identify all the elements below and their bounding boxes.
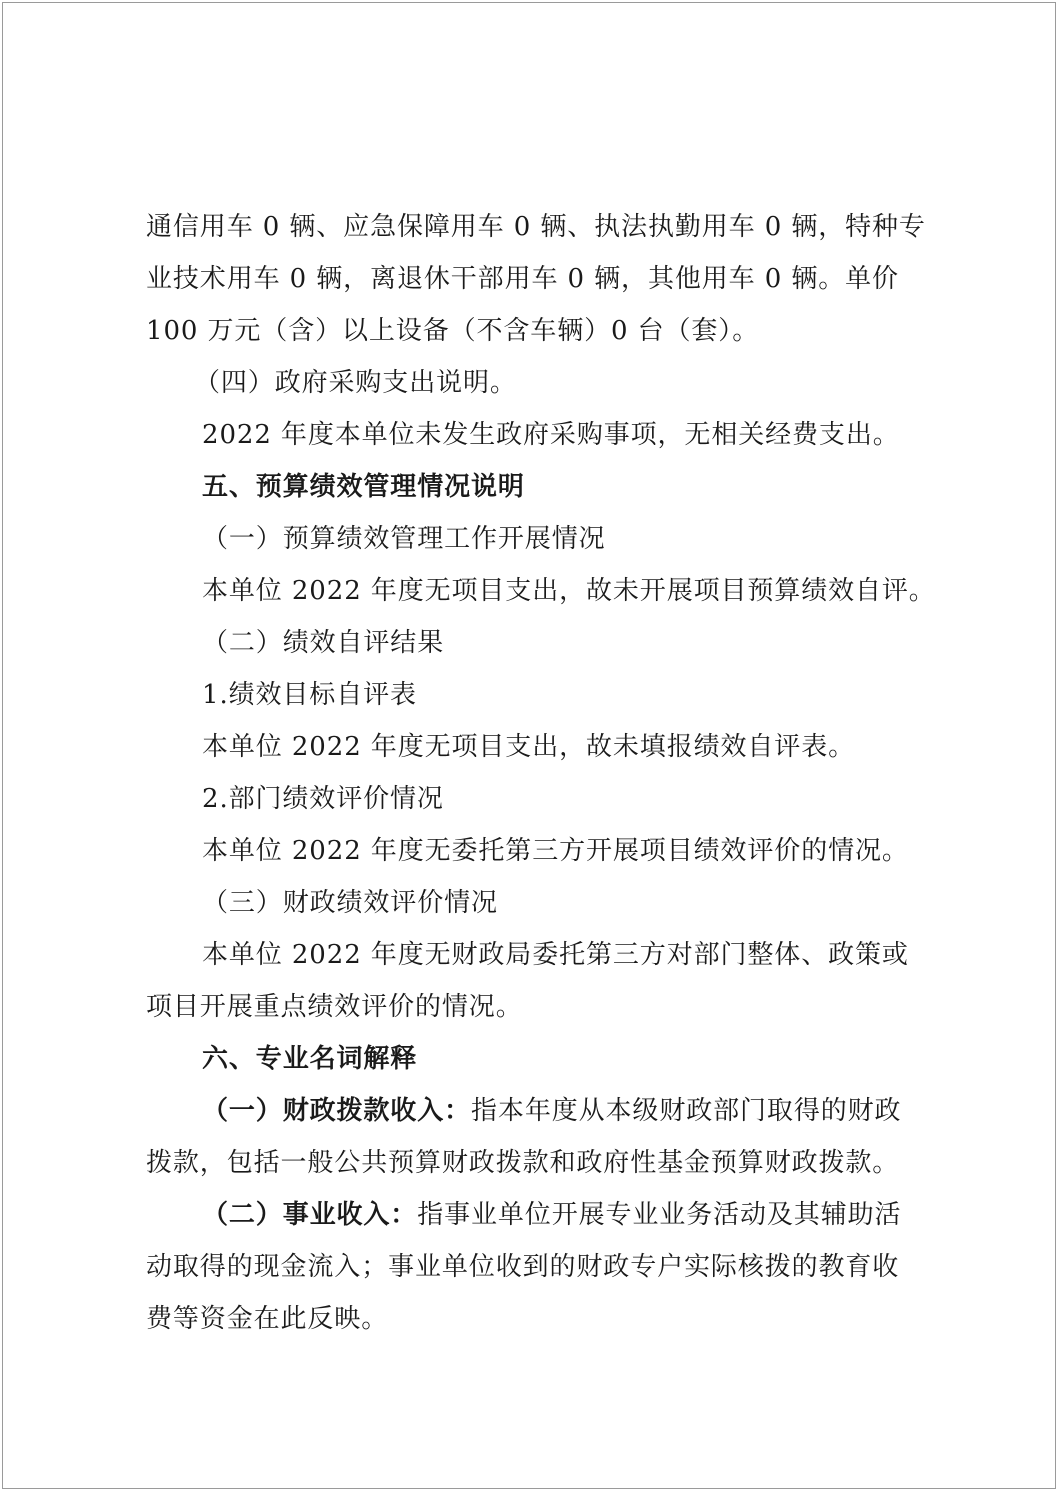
subsection-heading: （一）预算绩效管理工作开展情况: [202, 524, 606, 554]
document-page: [2, 2, 1056, 1489]
body-text-line: 本单位 2022 年度无项目支出，故未填报绩效自评表。: [202, 732, 855, 762]
subsection-heading: （三）财政绩效评价情况: [202, 888, 498, 918]
section-heading: 六、专业名词解释: [202, 1044, 418, 1074]
body-text-line: 项目开展重点绩效评价的情况。: [146, 992, 523, 1022]
section-heading: 五、预算绩效管理情况说明: [202, 472, 525, 502]
subsection-heading: （四）政府采购支出说明。: [194, 368, 517, 398]
body-text-line: 通信用车 0 辆、应急保障用车 0 辆、执法执勤用车 0 辆，特种专: [146, 212, 926, 242]
term-definition-line: 费等资金在此反映。: [146, 1304, 389, 1334]
term-definition-line: 拨款，包括一般公共预算财政拨款和政府性基金预算财政拨款。: [146, 1148, 900, 1178]
body-text-line: 本单位 2022 年度无财政局委托第三方对部门整体、政策或: [202, 940, 909, 970]
term-text: 指本年度从本级财政部门取得的财政: [471, 1096, 902, 1126]
term-definition-line: [146, 1189, 926, 1241]
body-text-line: 2022 年度本单位未发生政府采购事项，无相关经费支出。: [202, 420, 900, 450]
term-label: （二）事业收入：: [202, 1200, 418, 1230]
body-text-line: 100 万元（含）以上设备（不含车辆）0 台（套）。: [146, 316, 760, 346]
subsection-heading: （二）绩效自评结果: [202, 628, 445, 658]
body-text-line: 本单位 2022 年度无委托第三方开展项目绩效评价的情况。: [202, 836, 909, 866]
body-text-line: 本单位 2022 年度无项目支出，故未开展项目预算绩效自评。: [202, 576, 936, 606]
document-body: [146, 201, 936, 1345]
term-definition-line: 动取得的现金流入；事业单位收到的财政专户实际核拨的教育收: [146, 1252, 900, 1282]
term-text: 指事业单位开展专业业务活动及其辅助活: [417, 1200, 902, 1230]
term-label: （一）财政拨款收入：: [202, 1096, 472, 1126]
term-definition-line: [146, 1085, 926, 1137]
item-heading: 1.绩效目标自评表: [202, 680, 417, 710]
body-text-line: 业技术用车 0 辆，离退休干部用车 0 辆，其他用车 0 辆。单价: [146, 264, 899, 294]
item-heading: 2.部门绩效评价情况: [202, 784, 444, 814]
